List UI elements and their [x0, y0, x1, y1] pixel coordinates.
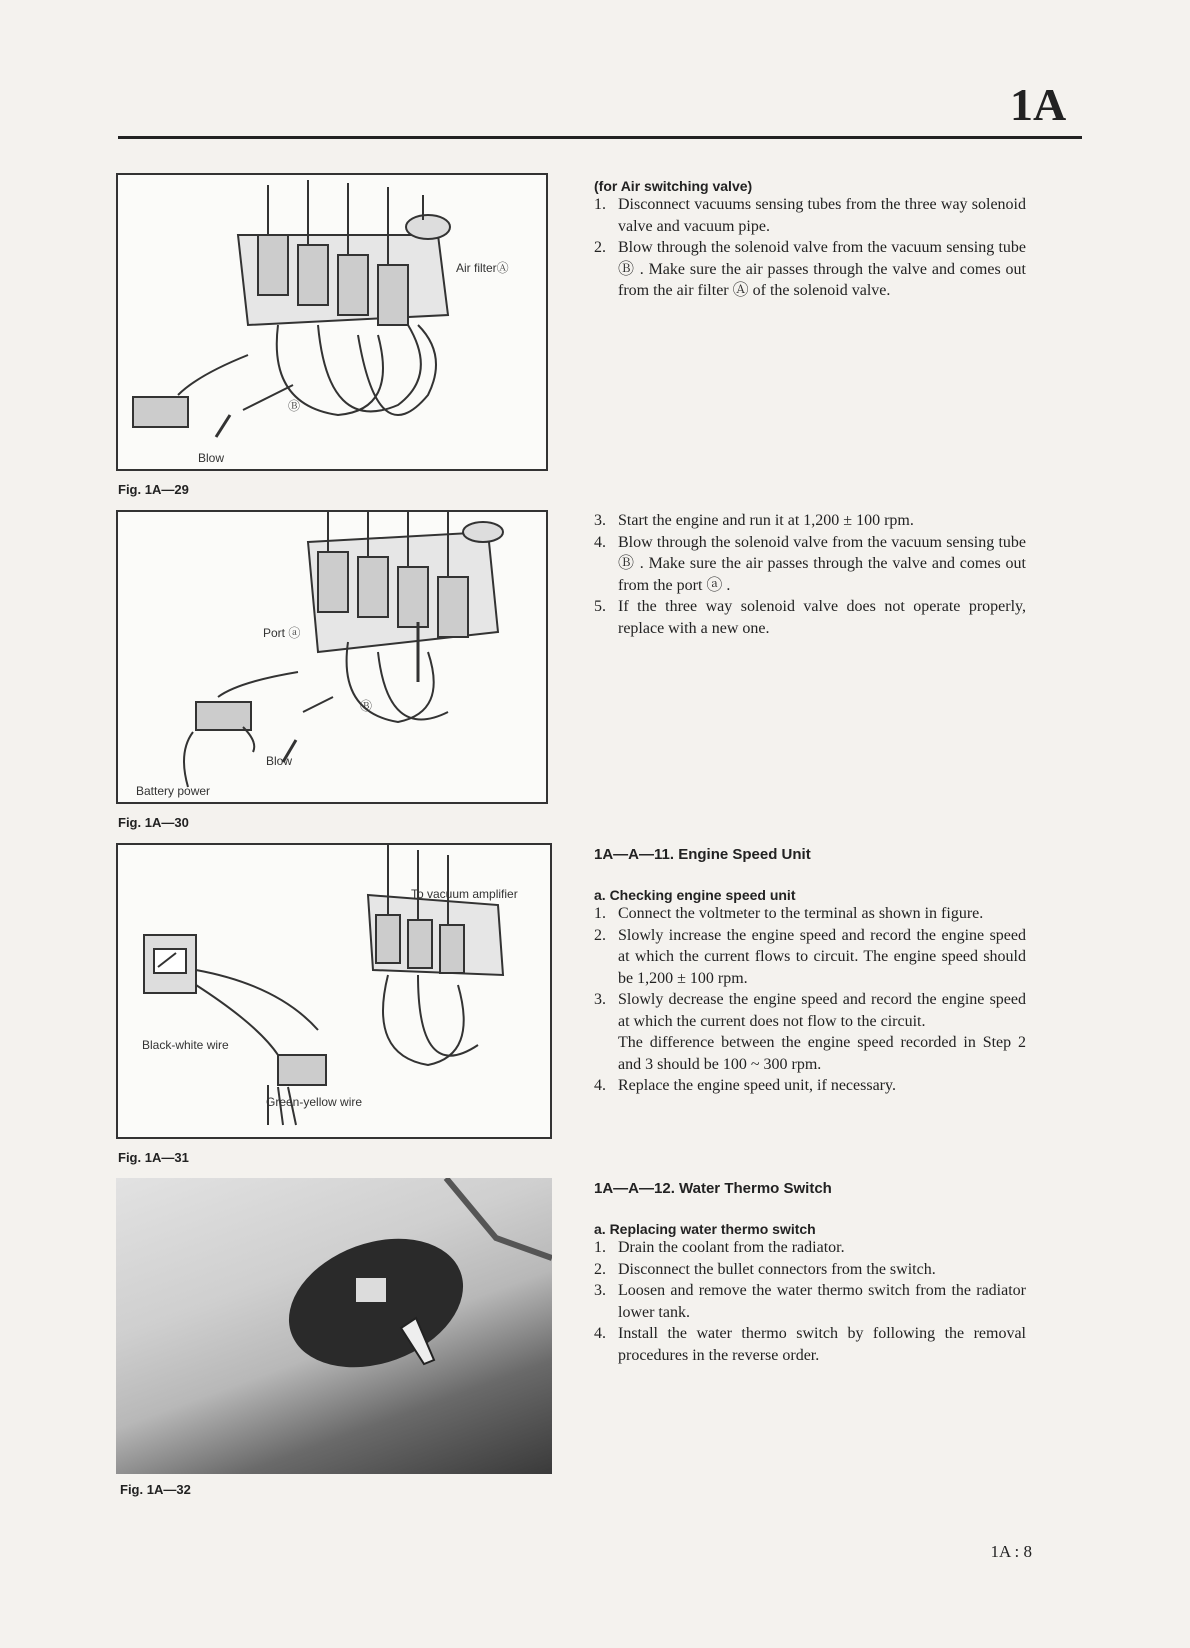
- blow-label: Blow: [266, 754, 293, 768]
- solenoid-valve-diagram: [118, 175, 546, 469]
- air-filter-label: Air filterⒶ: [456, 261, 509, 275]
- list-item: 2. Disconnect the bullet connectors from the switch.: [594, 1260, 936, 1278]
- list-item: 4. Install the water thermo switch by following the removal procedures in the reverse order.: [594, 1325, 1026, 1364]
- chapter-heading: 1A: [1010, 79, 1067, 130]
- subsection-heading: a. Replacing water thermo switch: [594, 1221, 816, 1237]
- section-heading: (for Air switching valve): [594, 178, 753, 194]
- water-thermo-section: [594, 1180, 1026, 1366]
- green-yellow-wire-label: Green-yellow wire: [266, 1095, 363, 1109]
- battery-power-label: Battery power: [136, 784, 211, 798]
- blow-label: Blow: [198, 451, 225, 465]
- thermo-switch-photo: [116, 1178, 552, 1474]
- subsection-heading: a. Checking engine speed unit: [594, 887, 796, 903]
- step-list: [594, 194, 1026, 302]
- figure-1a-31: [116, 843, 552, 1139]
- air-switching-section: [594, 178, 1026, 302]
- list-item: 4. Replace the engine speed unit, if necessary.: [594, 1077, 896, 1094]
- step-list: [594, 903, 1026, 1032]
- air-switching-steps-2: [594, 510, 1026, 639]
- list-item: 4. Blow through the solenoid valve from the vacuum sensing tube Ⓑ . Make sure the air passes through the valve and comes out from the port ⓐ .: [594, 533, 1026, 594]
- tube-b-label: Ⓑ: [360, 699, 373, 713]
- note-paragraph: The difference between the engine speed recorded in Step 2 and 3 should be 100 ~ 300 rpm.: [618, 1034, 1026, 1073]
- section-heading: 1A—A—12. Water Thermo Switch: [594, 1180, 832, 1197]
- solenoid-port-diagram: [118, 512, 546, 802]
- list-item: 3. Start the engine and run it at 1,200 ± 100 rpm.: [594, 512, 914, 529]
- fig-caption: Fig. 1A—31: [118, 1150, 189, 1165]
- figure-1a-30: [116, 510, 548, 804]
- black-white-wire-label: Black-white wire: [142, 1038, 229, 1052]
- list-item: 3. Loosen and remove the water thermo switch from the radiator lower tank.: [594, 1282, 1026, 1321]
- fig-caption: Fig. 1A—30: [118, 815, 189, 830]
- list-item: 2. Blow through the solenoid valve from the vacuum sensing tube Ⓑ . Make sure the air passes through the valve and comes out from the air filter Ⓐ of the solenoid valve.: [594, 239, 1026, 299]
- list-item: 1. Connect the voltmeter to the terminal as shown in figure.: [594, 905, 984, 922]
- step-list: [594, 1237, 1026, 1366]
- list-item: 1. Disconnect vacuums sensing tubes from the three way solenoid valve and vacuum pipe.: [594, 196, 1026, 235]
- list-item: 2. Slowly increase the engine speed and record the engine speed at which the current flows to circuit. The engine speed should be 1,200 ± 100 rpm.: [594, 926, 1026, 987]
- tube-b-label: Ⓑ: [288, 399, 301, 413]
- list-item: 1. Drain the coolant from the radiator.: [594, 1239, 845, 1256]
- figure-1a-32-photo: [116, 1178, 552, 1474]
- vacuum-amplifier-label: To vacuum amplifier: [411, 887, 518, 901]
- step-list: [594, 1075, 1026, 1097]
- list-item: 3. Slowly decrease the engine speed and record the engine speed at which the current does not flow to the circuit.: [594, 991, 1026, 1030]
- page-number: 1A : 8: [990, 1542, 1032, 1561]
- section-heading: 1A—A—11. Engine Speed Unit: [594, 846, 811, 863]
- step-list: [594, 510, 1026, 639]
- engine-speed-section: [594, 846, 1026, 1097]
- list-item: 5. If the three way solenoid valve does not operate properly, replace with a new one.: [594, 598, 1026, 637]
- header-rule: [118, 136, 1082, 139]
- figure-1a-29: [116, 173, 548, 471]
- fig-caption: Fig. 1A—29: [118, 482, 189, 497]
- fig-caption: Fig. 1A—32: [120, 1482, 191, 1497]
- port-a-label: Port ⓐ: [263, 626, 301, 640]
